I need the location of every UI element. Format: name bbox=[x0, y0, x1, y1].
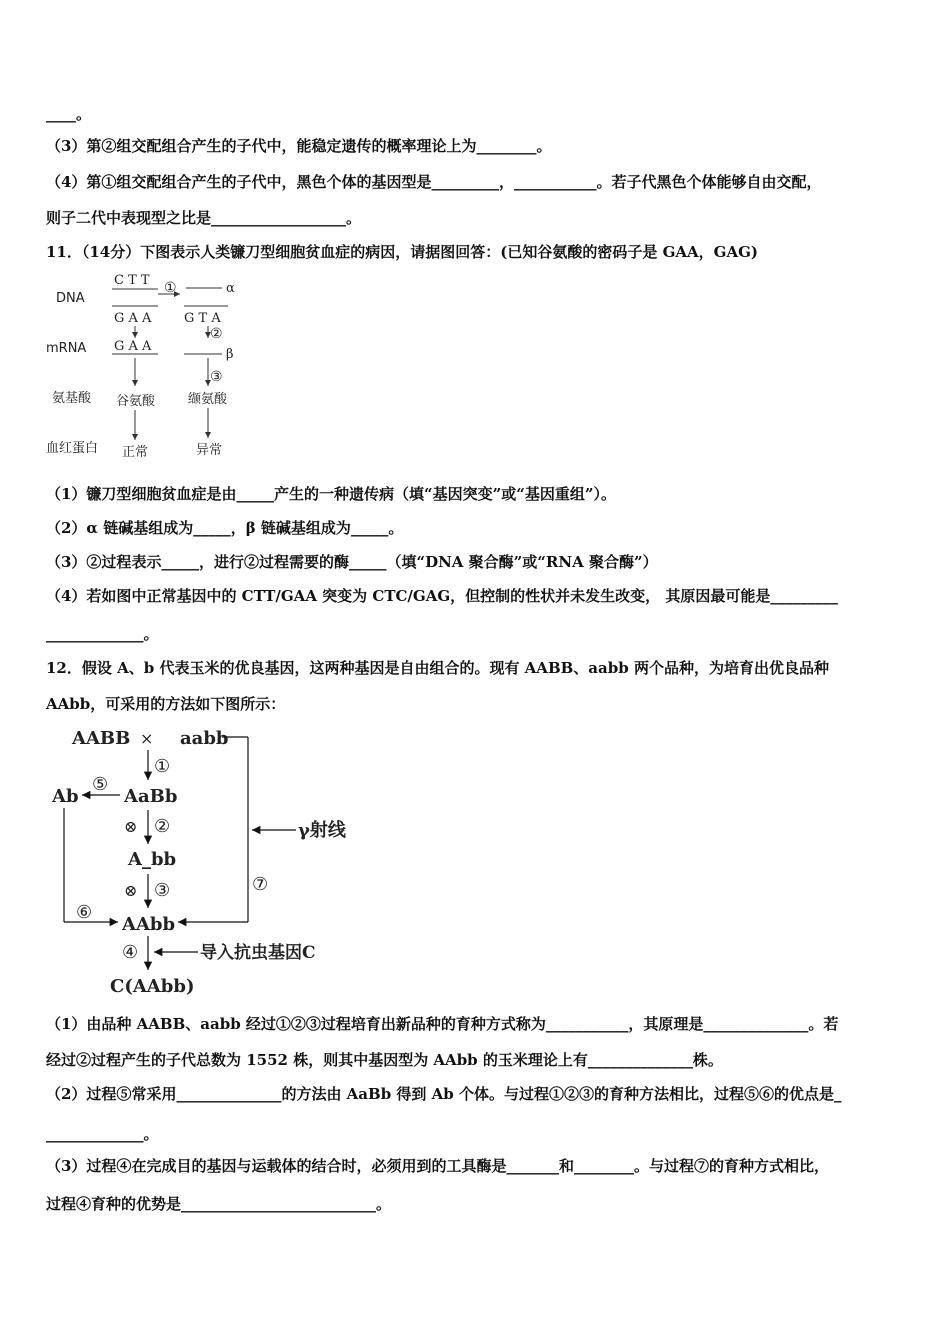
text-line-fragment: ____。 bbox=[46, 105, 92, 123]
circle-4: ④ bbox=[122, 942, 139, 963]
question-10-part-3: （3）第②组交配组合产生的子代中，能稳定遗传的概率理论上为________。 bbox=[46, 137, 552, 155]
abnormal-label: 异常 bbox=[196, 443, 223, 458]
dna-label: DNA bbox=[56, 291, 85, 306]
question-10-part-4-cont: 则子二代中表现型之比是__________________。 bbox=[46, 209, 362, 227]
dna-strand-gaa: G A A bbox=[114, 311, 152, 326]
mutant-strand-gta: G T A bbox=[184, 311, 221, 326]
cross-symbol: × bbox=[140, 729, 154, 748]
question-12-title-cont: AAbb，可采用的方法如下图所示： bbox=[46, 695, 286, 713]
question-11-part-2: （2）α 链碱基组成为_____，β 链碱基组成为_____。 bbox=[46, 519, 404, 537]
question-12-part-2: （2）过程⑤常采用______________的方法由 AaBb 得到 Ab 个体。与过程①②③的育种方法相比，过程⑤⑥的优点是_ bbox=[46, 1085, 842, 1103]
breeding-diagram bbox=[40, 722, 370, 998]
question-11-title: 11．（14分）下图表示人类镰刀型细胞贫血症的病因，请据图回答：(已知谷氨酸的密码子是 GAA，GAG) bbox=[46, 243, 759, 261]
question-11-part-4-cont: _____________。 bbox=[46, 625, 159, 643]
c-aabb-product: C(AAbb) bbox=[110, 976, 195, 997]
question-12-title: 12．假设 A、b 代表玉米的优良基因，这两种基因是自由组合的。现有 AABB、aabb 两个品种，为培育出优良品种 bbox=[46, 659, 829, 677]
question-11-part-3: （3）②过程表示_____，进行②过程需要的酶_____（填“DNA 聚合酶”或“RNA 聚合酶”） bbox=[46, 553, 658, 571]
parent-aabb-recessive: aabb bbox=[180, 728, 229, 749]
import-gene-label: 导入抗虫基因C bbox=[200, 943, 316, 963]
beta-label: β bbox=[226, 347, 234, 362]
question-12-part-2-cont: _____________。 bbox=[46, 1125, 159, 1143]
mrna-gaa: G A A bbox=[114, 339, 152, 354]
normal-label: 正常 bbox=[122, 445, 149, 460]
ab-haploid: Ab bbox=[52, 786, 79, 807]
dna-strand-ctt: C T T bbox=[114, 273, 150, 288]
question-12-part-1: （1）由品种 AABB、aabb 经过①②③过程培育出新品种的育种方式称为___________，其原理是______________。若 bbox=[46, 1015, 839, 1033]
circle-5: ⑤ bbox=[92, 774, 109, 795]
circle-7: ⑦ bbox=[252, 874, 269, 895]
sickle-cell-diagram bbox=[40, 268, 300, 468]
parent-aabb-dominant: AABB bbox=[72, 728, 131, 749]
circle-3: ③ bbox=[210, 369, 223, 385]
circle-1: ① bbox=[154, 756, 171, 777]
self-cross-2: ⊗ bbox=[124, 881, 138, 900]
glutamic-acid-label: 谷氨酸 bbox=[116, 394, 156, 409]
question-12-part-3: （3）过程④在完成目的基因与运载体的结合时，必须用到的工具酶是_______和________。与过程⑦的育种方式相比， bbox=[46, 1157, 829, 1175]
circle-2: ② bbox=[154, 816, 171, 837]
a-bb: A_bb bbox=[128, 849, 177, 870]
alpha-label: α bbox=[226, 281, 235, 296]
gamma-ray-label: γ射线 bbox=[298, 820, 346, 841]
question-11-part-4: （4）若如图中正常基因中的 CTT/GAA 突变为 CTC/GAG，但控制的性状并未发生改变， 其原因最可能是_________ bbox=[46, 587, 838, 605]
question-12-part-1-cont: 经过②过程产生的子代总数为 1552 株，则其中基因型为 AAbb 的玉米理论上有______________株。 bbox=[46, 1051, 723, 1069]
circle-3: ③ bbox=[154, 880, 171, 901]
f1-aabb: AaBb bbox=[124, 786, 178, 807]
hemoglobin-label: 血红蛋白 bbox=[46, 441, 99, 456]
amino-acid-label: 氨基酸 bbox=[52, 391, 92, 406]
self-cross-1: ⊗ bbox=[124, 817, 138, 836]
circle-2: ② bbox=[210, 326, 223, 342]
question-11-part-1: （1）镰刀型细胞贫血症是由_____产生的一种遗传病（填“基因突变”或“基因重组”）。 bbox=[46, 485, 616, 503]
valine-label: 缬氨酸 bbox=[188, 392, 228, 407]
question-10-part-4: （4）第①组交配组合产生的子代中，黑色个体的基因型是_________，___________。若子代黑色个体能够自由交配， bbox=[46, 173, 822, 191]
circle-6: ⑥ bbox=[76, 902, 93, 923]
question-12-part-3-cont: 过程④育种的优势是__________________________。 bbox=[46, 1195, 392, 1213]
mrna-label: mRNA bbox=[46, 341, 87, 356]
target-aabb: AAbb bbox=[122, 914, 176, 935]
circle-1: ① bbox=[164, 280, 177, 296]
